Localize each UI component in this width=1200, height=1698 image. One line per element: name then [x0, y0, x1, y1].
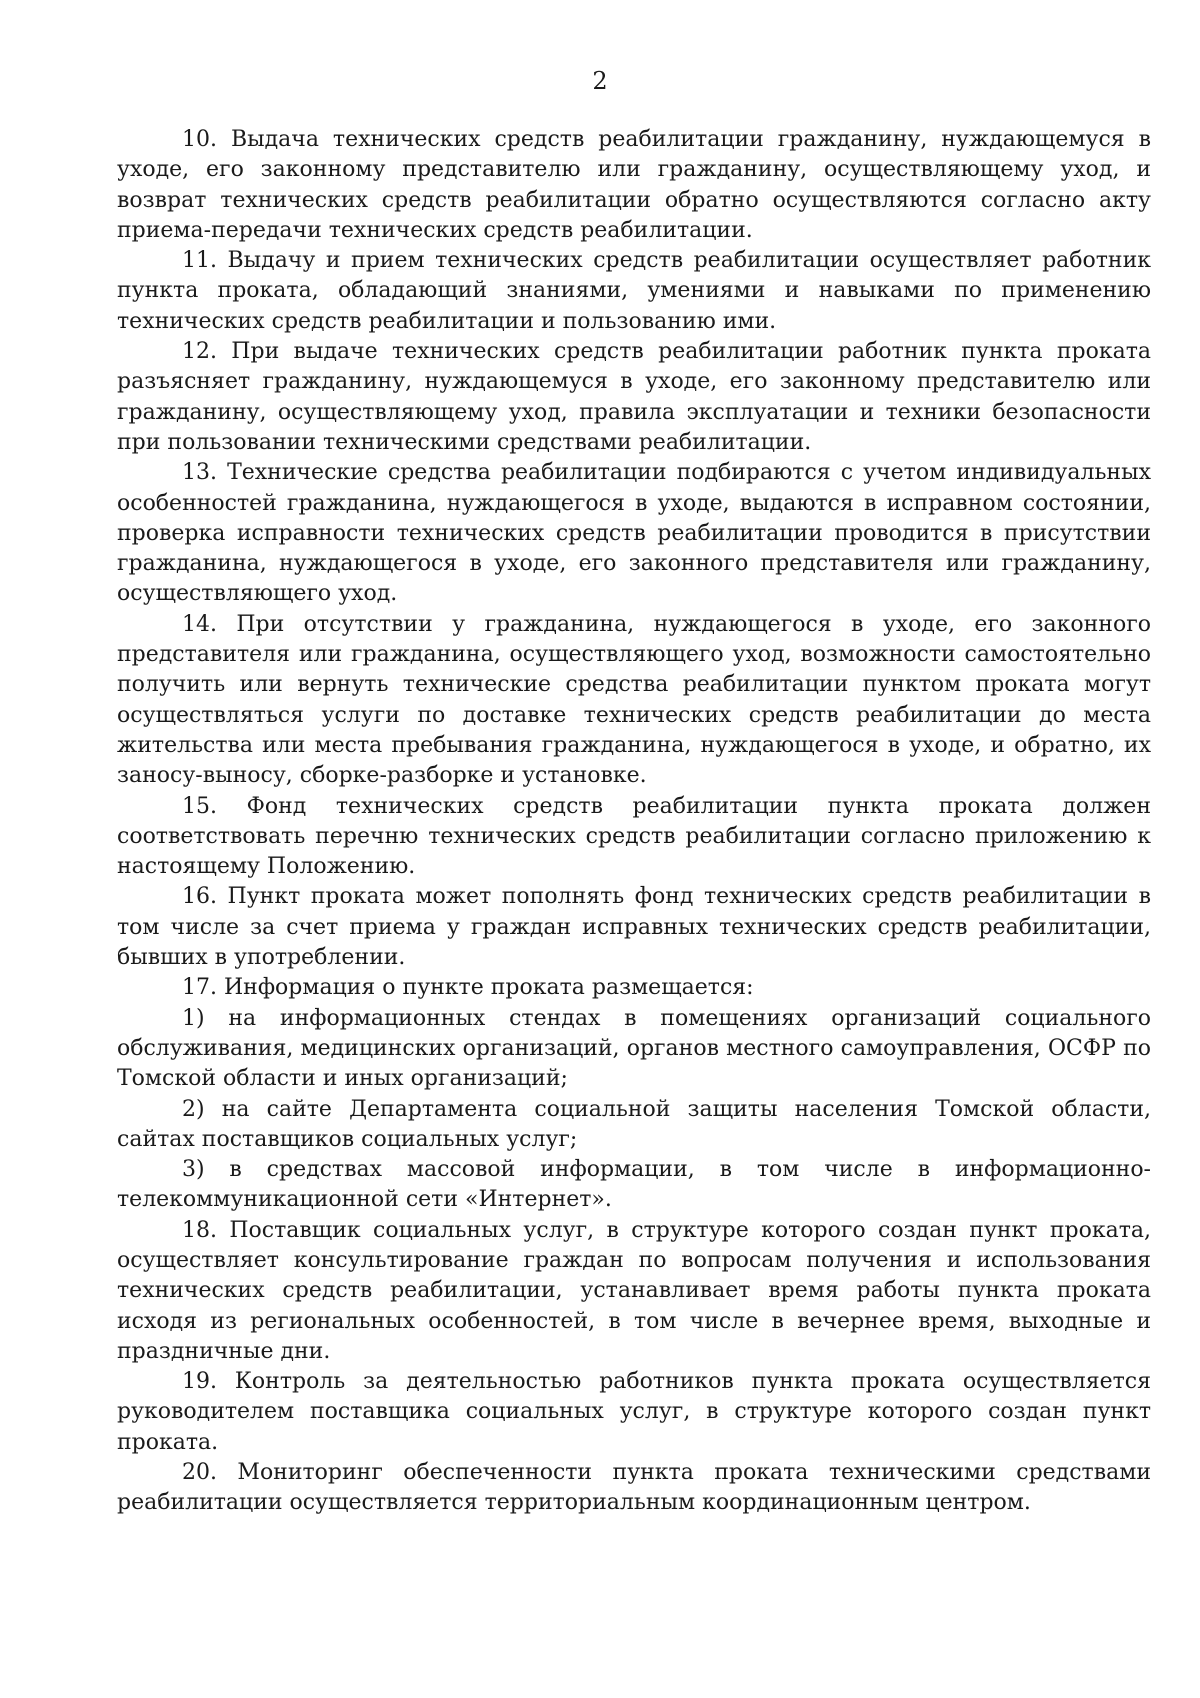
paragraph-20: 20. Мониторинг обеспеченности пункта проката техническими средствами реабилитации осуществляется территориальным координационным центром. [117, 1460, 1151, 1516]
paragraph-19: 19. Контроль за деятельностью работников пункта проката осуществляется руководителем поставщика социальных услуг, в структуре которого создан пункт проката. [117, 1369, 1151, 1455]
paragraph-17-item-2: 2) на сайте Департамента социальной защиты населения Томской области, сайтах поставщиков социальных услуг; [117, 1096, 1151, 1152]
page-number: 2 [592, 67, 608, 95]
paragraph-13: 13. Технические средства реабилитации подбираются с учетом индивидуальных особенностей гражданина, нуждающегося в уходе, выдаются в исправном состоянии, проверка исправности технических средств реабилитации проводится в присутствии гражданина, нуждающегося в уходе, его законного представителя или гражданину, осуществляющего уход. [117, 460, 1151, 607]
paragraph-12: 12. При выдаче технических средств реабилитации работник пункта проката разъясняет гражданину, нуждающемуся в уходе, его законному представителю или гражданину, осуществляющему уход, правила эксплуатации и техники безопасности при пользовании техническими средствами реабилитации. [117, 339, 1151, 455]
paragraph-14: 14. При отсутствии у гражданина, нуждающегося в уходе, его законного представителя или гражданина, осуществляющего уход, возможности самостоятельно получить или вернуть технические средства реабилитации пунктом проката могут осуществляться услуги по доставке технических средств реабилитации до места жительства или места пребывания гражданина, нуждающегося в уходе, и обратно, их заносу-выносу, сборке-разборке и установке. [117, 611, 1151, 789]
paragraph-11: 11. Выдачу и прием технических средств реабилитации осуществляет работник пункта проката, обладающий знаниями, умениями и навыками по применению технических средств реабилитации и пользованию ими. [117, 248, 1151, 334]
paragraph-17: 17. Информация о пункте проката размещается: [182, 975, 754, 1001]
paragraph-18: 18. Поставщик социальных услуг, в структуре которого создан пункт проката, осуществляет консультирование граждан по вопросам получения и использования технических средств реабилитации, устанавливает время работы пункта проката исходя из региональных особенностей, в том числе в вечернее время, выходные и праздничные дни. [117, 1217, 1151, 1364]
paragraph-17-item-1: 1) на информационных стендах в помещениях организаций социального обслуживания, медицинских организаций, органов местного самоуправления, ОСФР по Томской области и иных организаций; [117, 1005, 1151, 1092]
paragraph-10: 10. Выдача технических средств реабилитации гражданину, нуждающемуся в уходе, его законному представителю или гражданину, осуществляющему уход, и возврат технических средств реабилитации обратно осуществляются согласно акту приема-передачи технических средств реабилитации. [117, 127, 1151, 243]
paragraph-15: 15. Фонд технических средств реабилитации пункта проката должен соответствовать перечню технических средств реабилитации согласно приложению к настоящему Положению. [117, 793, 1151, 880]
document-body [117, 125, 1151, 1519]
paragraph-16: 16. Пункт проката может пополнять фонд технических средств реабилитации в том числе за счет приема у граждан исправных технических средств реабилитации, бывших в употреблении. [117, 884, 1151, 971]
paragraph-17-item-3: 3) в средствах массовой информации, в том числе в информационно-телекоммуникационной сети «Интернет». [117, 1157, 1151, 1213]
